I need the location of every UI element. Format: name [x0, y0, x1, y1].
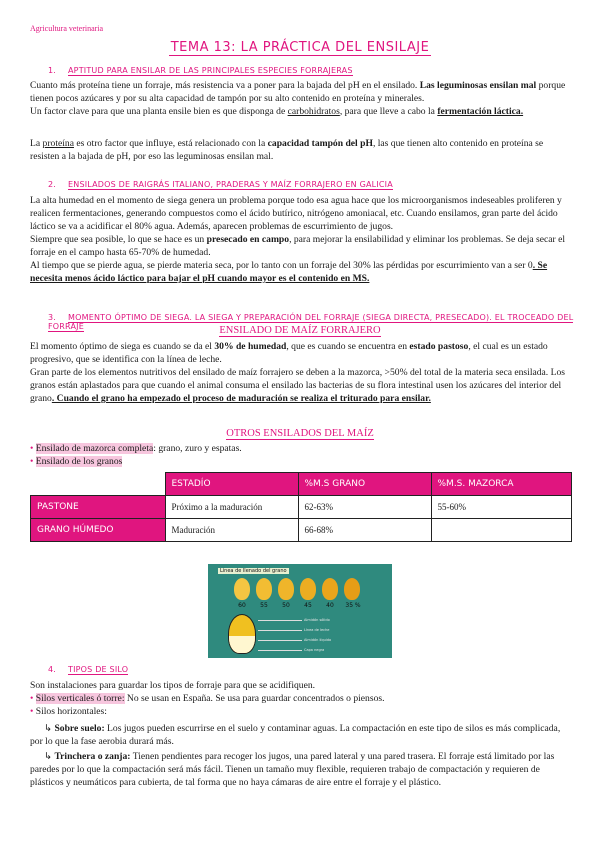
- kernel-icon: [322, 578, 338, 600]
- kernel-label: 50: [282, 602, 290, 609]
- subtitle-ensilado-maiz: ENSILADO DE MAÍZ FORRAJERO: [219, 325, 381, 336]
- kernel-icon: [300, 578, 316, 600]
- kernel-label: 40: [326, 602, 334, 609]
- section-heading-3: 3. MOMENTO ÓPTIMO DE SIEGA. LA SIEGA Y PREPARACIÓN DEL FORRAJE (SIEGA DIRECTA, PRESECADO). EL TROCEADO DEL FORRAJE: [48, 313, 574, 331]
- kernel-icon: [344, 578, 360, 600]
- sub-arrow-icon: ↳: [44, 723, 53, 734]
- table-cell: Maduración: [165, 519, 298, 542]
- legend-label: Almidón líquido: [304, 638, 332, 642]
- subtitle-otros-ensilados: OTROS ENSILADOS DEL MAÍZ: [226, 428, 374, 439]
- row-header: GRANO HÚMEDO: [31, 519, 166, 542]
- silo-sobre-suelo: ↳ Sobre suelo: Los jugos pueden escurrirse en el suelo y contaminar aguas. La compactación en este tipo de silos es más complicada, por lo que la fase aerobia durará más.: [30, 723, 561, 747]
- bullet-icon: •: [30, 443, 34, 454]
- legend-label: Línea de leche: [304, 628, 330, 632]
- section-4-intro: Son instalaciones para guardar los tipos de forraje para que se acidifiquen. • Silos verticales ó torre: No se usan en España. Se usa para guardar concentrados o piensos. • Silos horizontales:: [30, 680, 385, 717]
- bullet-icon: •: [30, 693, 34, 704]
- section-2-paragraph: La alta humedad en el momento de siega genera un problema porque todo esa agua hace que los microorganismos indeseables proliferen y realicen fermentaciones, generando compuestos como el ácido butírico, nitrógeno amoniacal, etc. Cuando ensilamos, gran parte del ácido láctico se va a acidificar el 80% agua. Además, aparecen problemas de escurrimiento de jugos. Siempre que sea posible, lo que se hace es un presecado en campo, para mejorar la ensilabilidad y eliminar los problemas. Se deja secar el forraje en el campo hasta 65-70% de humedad. Al tiempo que se pierde agua, se pierde materia seca, por lo tanto con un forraje del 30% las pérdidas por escurrimiento van a ser 0. Se necesita menos ácido láctico para bajar el pH cuando mayor es el contenido en MS.: [30, 195, 566, 284]
- kernel-label: 55: [260, 602, 268, 609]
- kernel-icon: [278, 578, 294, 600]
- legend-label: Almidón sólido: [304, 618, 330, 622]
- header-tag: Agricultura veterinaria: [30, 24, 104, 33]
- table-header: ESTADÍO: [165, 473, 298, 496]
- section-heading-1: 1. APTITUD PARA ENSILAR DE LAS PRINCIPALES ESPECIES FORRAJERAS: [48, 66, 353, 75]
- table-row: [31, 519, 572, 542]
- legend-label: Capa negra: [304, 648, 325, 652]
- table-header-row: [31, 473, 572, 496]
- kernel-label: 45: [304, 602, 312, 609]
- ensilado-table: [30, 472, 572, 542]
- sub-arrow-icon: ↳: [44, 751, 53, 762]
- kernel-label: 60: [238, 602, 246, 609]
- bullet-icon: •: [30, 456, 34, 467]
- section-heading-2: 2. ENSILADOS DE RAIGRÁS ITALIANO, PRADERAS Y MAÍZ FORRAJERO EN GALICIA: [48, 180, 393, 189]
- kernel-detail-icon: [228, 614, 256, 654]
- section-1-paragraph-2: La proteína es otro factor que influye, está relacionado con la capacidad tampón del pH, las que tienen alto contenido en proteína se resisten a la bajada de pH, por eso las leguminosas ensilan mal.: [30, 138, 544, 162]
- table-cell: Próximo a la maduración: [165, 496, 298, 519]
- kernel-label: 35 %: [345, 602, 361, 609]
- bullet-icon: •: [30, 706, 34, 717]
- section-heading-4: 4. TIPOS DE SILO: [48, 665, 129, 674]
- table-header: %M.S. MAZORCA: [431, 473, 572, 496]
- page-title: TEMA 13: LA PRÁCTICA DEL ENSILAJE: [170, 40, 430, 55]
- section-3-paragraph: El momento óptimo de siega es cuando se da el 30% de humedad, que es cuando se encuentra en estado pastoso, el cual es un estado progresivo, que se identifica con la línea de leche. Gran parte de los elementos nutritivos del ensilado de maíz forrajero se deben a la mazorca, >50% del total de la materia seca ensilada. Los granos están aplastados para que cuando el animal consuma el ensilado las bacterias de su flora intestinal usen los azúcares del interior del grano. Cuando el grano ha empezado el proceso de maduración se realiza el triturado para ensilar.: [30, 341, 565, 404]
- table-cell: 66-68%: [298, 519, 431, 542]
- kernel-icon: [256, 578, 272, 600]
- table-header: %M.S GRANO: [298, 473, 431, 496]
- grain-fill-figure: [208, 564, 392, 658]
- section-1-paragraph-1: Cuanto más proteína tiene un forraje, más resistencia va a poner para la bajada del pH en el ensilado. Las leguminosas ensilan mal porque tienen pocos azúcares y por su alta capacidad de tampón por su alto contenido en proteína y minerales. Un factor clave para que una planta ensile bien es que disponga de carbohidratos, para que lleve a cabo la fermentación láctica.: [30, 80, 566, 117]
- table-cell: 55-60%: [431, 496, 572, 519]
- otros-ensilados-list: • Ensilado de mazorca completa: grano, zuro y espatas. • Ensilado de los granos: [30, 443, 242, 467]
- kernel-icon: [234, 578, 250, 600]
- table-cell: [431, 519, 572, 542]
- table-row: [31, 496, 572, 519]
- silo-trinchera: ↳ Trinchera o zanja: Tienen pendientes para recoger los jugos, una pared lateral y una pared trasera. El forraje está limitado por las paredes por lo que la compactación será más fácil. Tienen un tamaño muy flexible, requieren trabajo de compactación y requieren de plásticos y neumáticos para cubierta, de tal forma que no haya cámaras de aire entre el forraje y el plástico.: [30, 751, 555, 788]
- table-cell: 62-63%: [298, 496, 431, 519]
- figure-title: Línea de llenado del grano: [220, 568, 287, 574]
- table-corner: [31, 473, 166, 496]
- row-header: PASTONE: [31, 496, 166, 519]
